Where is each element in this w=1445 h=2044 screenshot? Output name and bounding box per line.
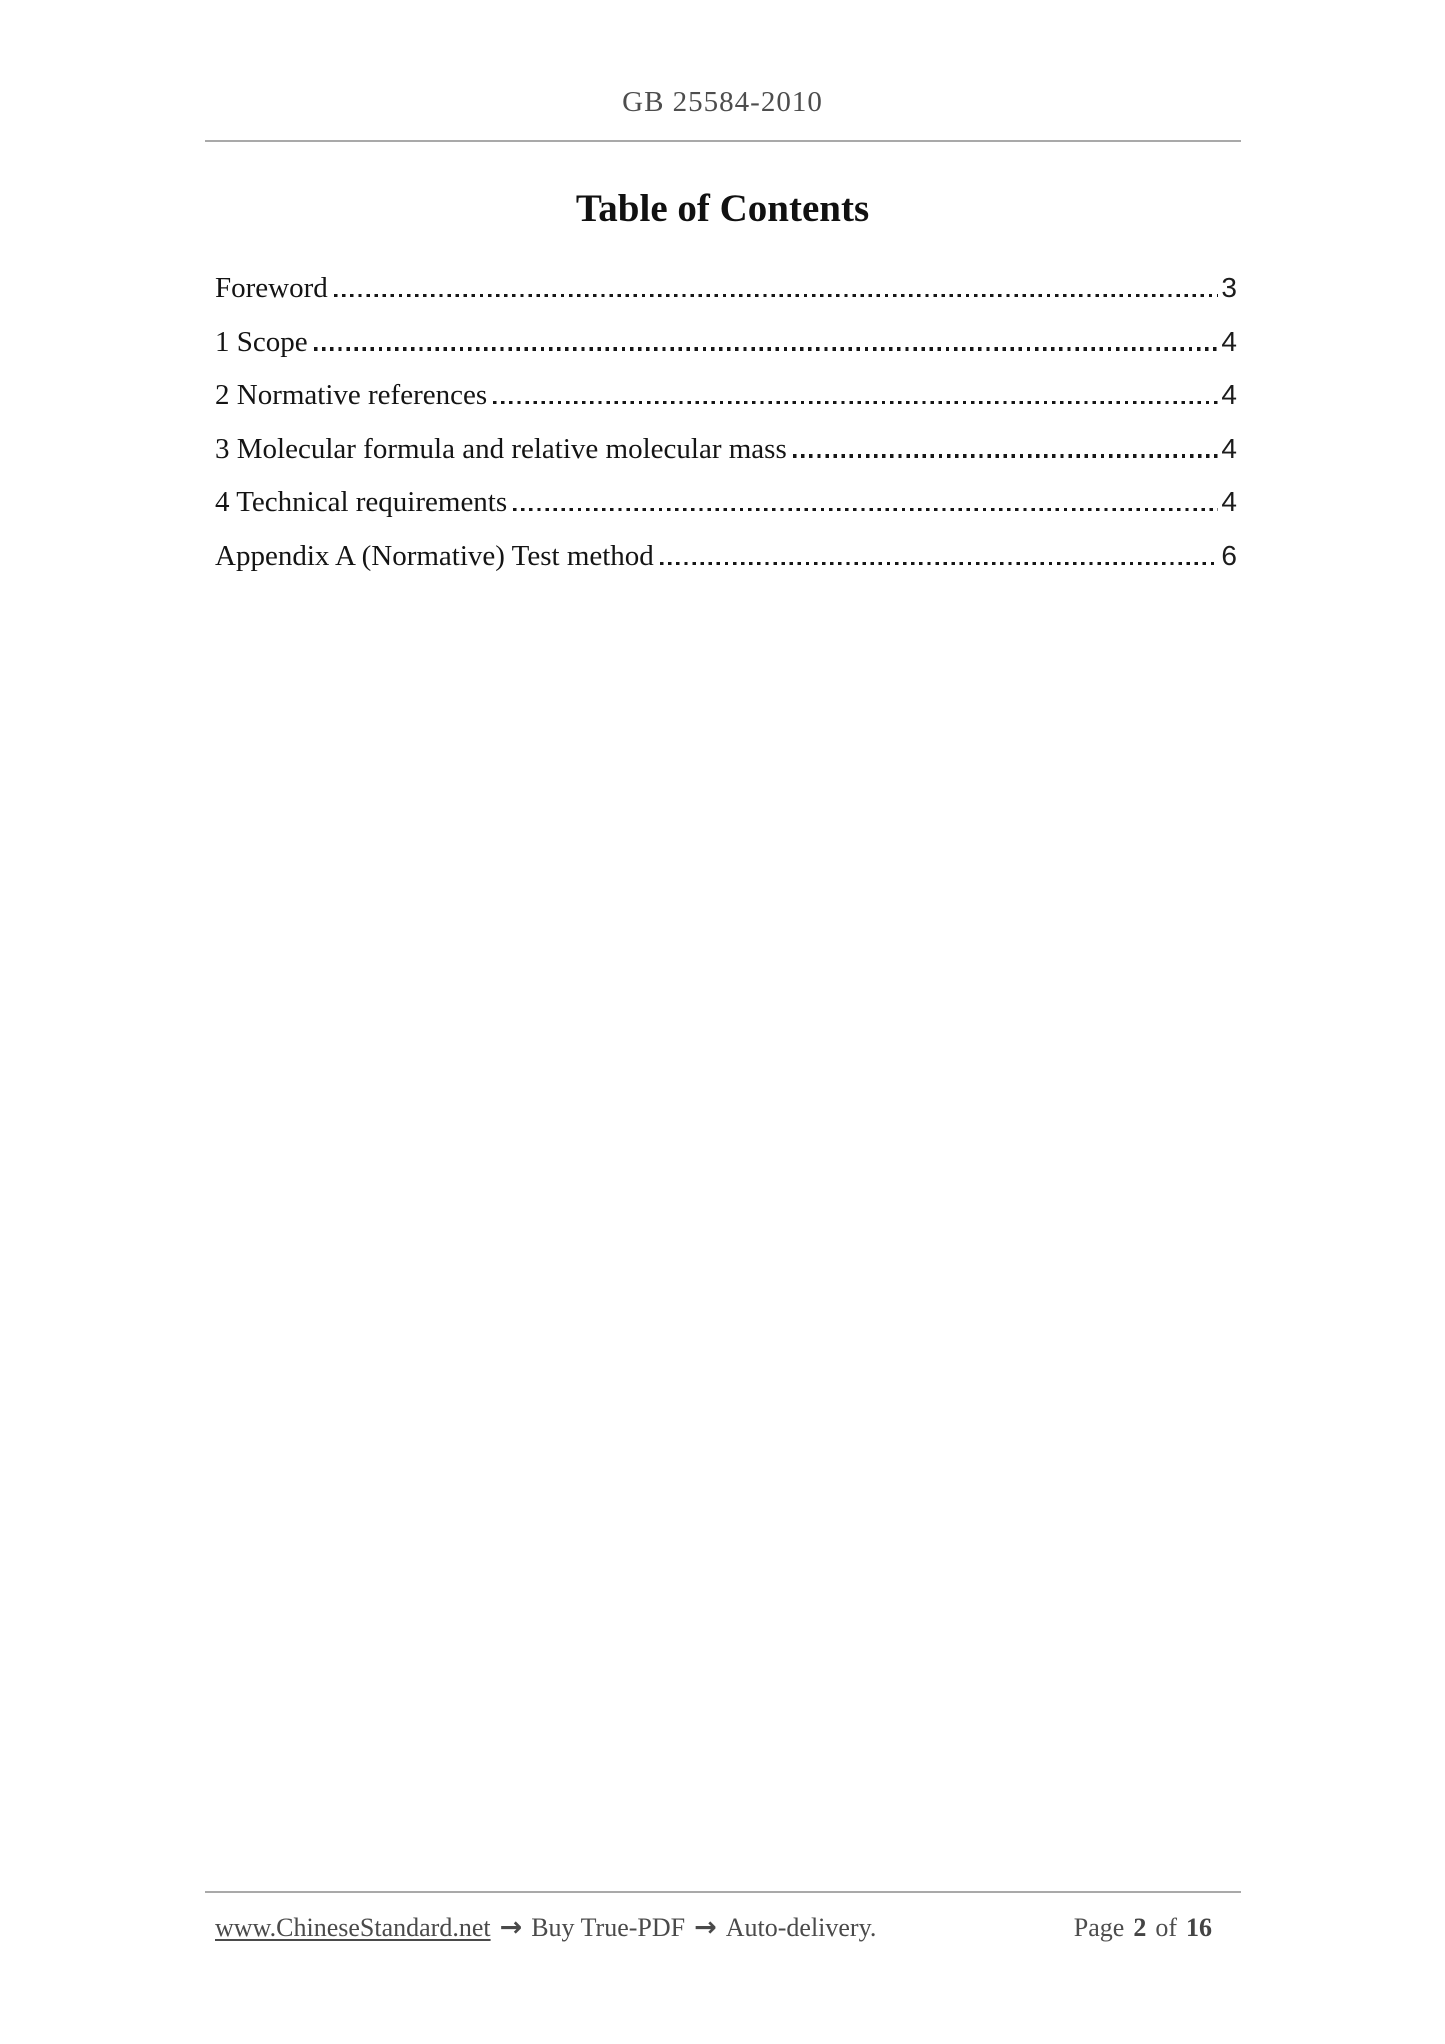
arrow-icon: → <box>694 1912 717 1943</box>
toc-entry-page: 4 <box>1221 379 1237 411</box>
footer-site-link[interactable]: www.ChineseStandard.net <box>215 1913 491 1942</box>
toc-entry-page: 3 <box>1221 272 1237 303</box>
toc-entry[interactable] <box>215 316 1237 370</box>
page-title: Table of Contents <box>575 187 870 230</box>
toc-entry-page: 4 <box>1221 325 1237 357</box>
toc-entry-label: 3 Molecular formula and relative molecular mass <box>215 432 787 465</box>
toc-entry[interactable] <box>215 530 1237 584</box>
toc-entry[interactable] <box>215 476 1237 530</box>
dot-leader <box>493 401 1218 404</box>
toc-entry-label: 4 Technical requirements <box>215 486 508 519</box>
toc-entry-page: 4 <box>1221 432 1237 464</box>
toc-entry-label: Foreword <box>215 272 328 304</box>
page-footer <box>215 1912 1241 1943</box>
page-number-total: 16 <box>1186 1913 1212 1942</box>
table-of-contents <box>215 262 1237 584</box>
toc-entry-page: 4 <box>1221 486 1237 518</box>
toc-entry-label: 2 Normative references <box>215 379 488 412</box>
dot-leader <box>513 508 1218 511</box>
arrow-icon: → <box>499 1912 523 1943</box>
page-word: Page <box>1073 1913 1125 1942</box>
footer-divider <box>205 1891 1241 1893</box>
toc-entry[interactable] <box>215 423 1237 477</box>
toc-entry-label: Appendix A (Normative) Test method <box>215 539 654 572</box>
of-word: of <box>1155 1913 1177 1942</box>
header-divider <box>205 140 1241 142</box>
doc-number: GB 25584-2010 <box>622 86 823 118</box>
footer-info <box>215 1912 876 1943</box>
toc-entry-label: 1 Scope <box>215 325 308 358</box>
footer-buy-text: Buy True-PDF <box>531 1913 686 1942</box>
footer-delivery-text: Auto-delivery. <box>725 1913 877 1942</box>
dot-leader <box>793 454 1219 457</box>
dot-leader <box>334 294 1219 297</box>
toc-entry[interactable] <box>215 369 1237 423</box>
toc-entry[interactable] <box>215 262 1237 316</box>
page-indicator <box>1072 1913 1241 1943</box>
toc-entry-page: 6 <box>1221 539 1237 571</box>
dot-leader <box>660 562 1219 565</box>
dot-leader <box>314 347 1219 350</box>
page-number-current: 2 <box>1133 1913 1147 1942</box>
